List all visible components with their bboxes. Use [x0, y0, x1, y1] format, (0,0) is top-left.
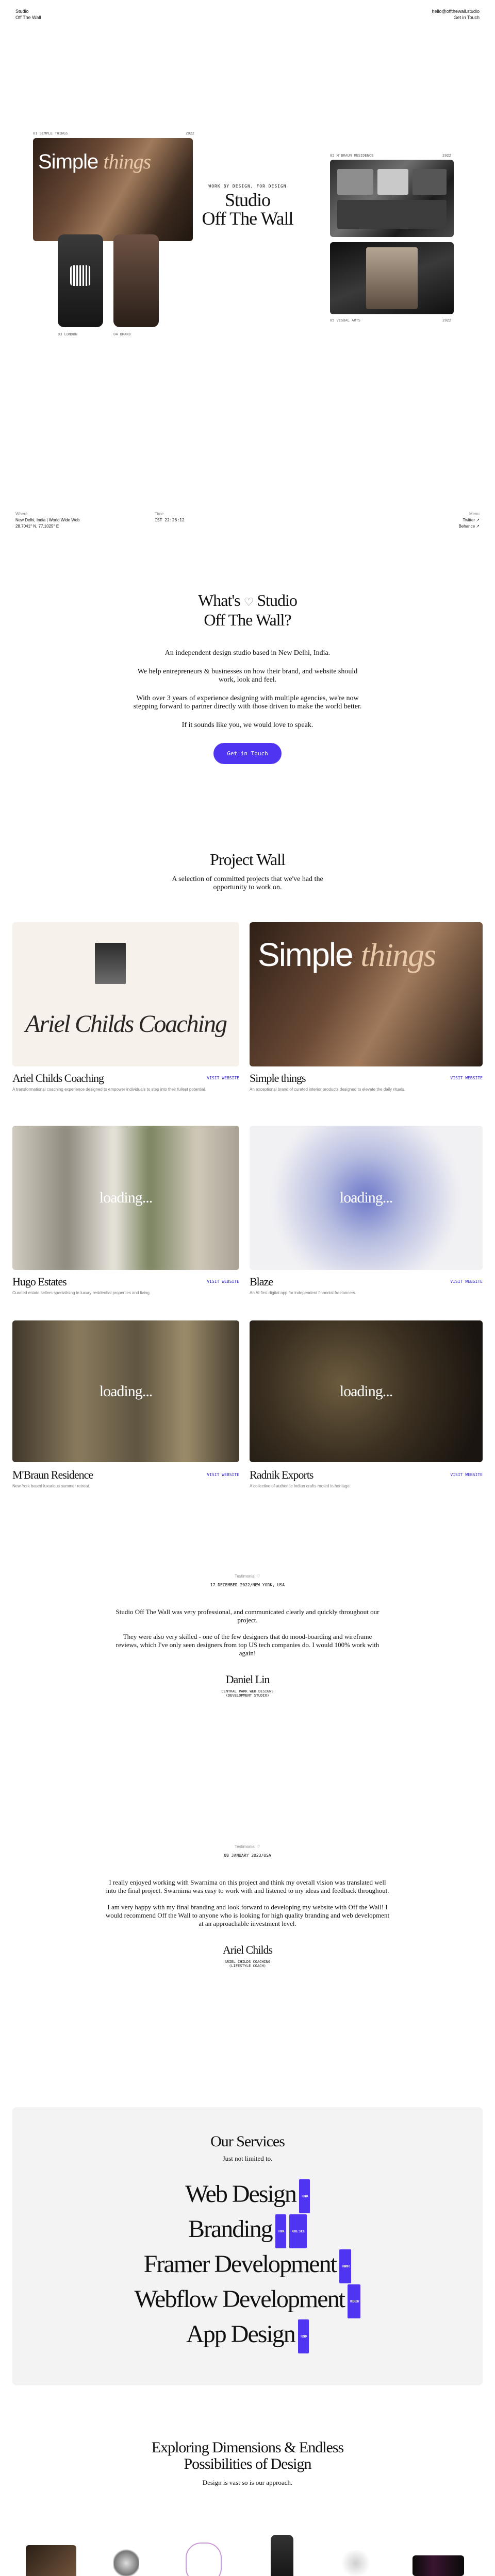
- header-email-link[interactable]: hello@offthewall.studio: [432, 9, 480, 14]
- project-visit-link[interactable]: VISIT WEBSITE: [207, 1472, 239, 1477]
- project-name: Blaze: [250, 1275, 273, 1288]
- infobar: [15, 511, 480, 532]
- project-visit-link[interactable]: VISIT WEBSITE: [207, 1279, 239, 1284]
- testimonial-p1: I really enjoyed working with Swarnima on this project and think my overall vision was translated well into the final project. Swarnima was easy to work with and listened to my ideas and feedback throughout.: [106, 1878, 389, 1894]
- testimonial-role1: CENTRAL PARK WEB DESIGNS: [221, 1689, 274, 1693]
- service-webflow: Webflow Development WEBFLOW: [12, 2283, 483, 2318]
- testimonial-role2: (DEVELOPMENT STUDIO): [225, 1693, 270, 1698]
- about-title-line2: Off The Wall?: [204, 611, 291, 629]
- project-visit-link[interactable]: VISIT WEBSITE: [450, 1279, 483, 1284]
- project-visit-link[interactable]: VISIT WEBSITE: [450, 1076, 483, 1080]
- qr-icon: [70, 265, 91, 286]
- project-meta-ariel: [12, 1072, 239, 1092]
- project-art-simple2: things: [360, 937, 435, 973]
- service-app-design: App Design FIGMA: [12, 2318, 483, 2353]
- testimonial-label: Testimonial: [235, 1844, 256, 1849]
- services-title: Our Services: [210, 2133, 285, 2150]
- explore-subtitle: Design is vast so is our approach.: [202, 2479, 293, 2486]
- project-name: Simple things: [250, 1072, 306, 1084]
- infobar-menu-label: Menu: [469, 512, 480, 516]
- hero-right-tag: 02 M'BRAUN RESIDENCE: [330, 154, 374, 158]
- infobar-time-value: IST 22:26:12: [155, 518, 185, 522]
- infobar-location-label: Where: [15, 512, 28, 516]
- hero-phone-right[interactable]: [113, 234, 159, 327]
- hero-phone-left[interactable]: [58, 234, 103, 327]
- testimonial-role1: ARIEL CHILDS COACHING: [224, 1960, 271, 1964]
- hero-left-num: 2022: [186, 131, 194, 135]
- projects-subtitle: A selection of committed projects that we've had the opportunity to work on.: [172, 875, 323, 891]
- project-meta-blaze: [250, 1275, 483, 1295]
- hero-right-num: 2022: [442, 154, 451, 158]
- project-name: Ariel Childs Coaching: [12, 1072, 104, 1084]
- hero-title-line2: Off The Wall: [202, 208, 293, 229]
- testimonial-1: [82, 1574, 412, 1698]
- about-p4: If it sounds like you, we would love to speak.: [182, 721, 314, 729]
- testimonial-2: [82, 1844, 412, 1968]
- about-title-line1b: Studio: [257, 591, 297, 609]
- infobar-behance-link[interactable]: Behance ↗: [458, 524, 480, 529]
- gallery-item[interactable]: [26, 2545, 76, 2576]
- brand-line2: Off The Wall: [15, 15, 41, 20]
- project-meta-simple: [250, 1072, 483, 1092]
- testimonial-p2: I am very happy with my final branding and look forward to developing my website with Off the Wall! I would recommend Off the Wall to anyone who is looking for high quality branding and web development at an approachable investment level.: [105, 1903, 390, 1927]
- services-section: [12, 2107, 483, 2385]
- project-card-ariel[interactable]: [12, 922, 239, 1066]
- project-name: M'Braun Residence: [12, 1468, 93, 1481]
- testimonial-name: Daniel Lin: [225, 1673, 270, 1686]
- hero-card-mbraun[interactable]: [330, 160, 454, 237]
- project-desc: New York based luxurious summer retreat.: [12, 1484, 90, 1488]
- hero-right-bottom-caption: 05 VISUAL ARTS: [330, 318, 361, 323]
- project-art-ariel: Ariel Childs Coaching: [25, 1010, 226, 1038]
- header-contact-link[interactable]: Get in Touch: [453, 15, 480, 20]
- hero-title: [196, 191, 299, 228]
- service-tag: FRAMER: [339, 2249, 351, 2283]
- about-p3: With over 3 years of experience designing with multiple agencies, we're now stepping forward to partner directly with those driven to make the world better.: [133, 694, 362, 710]
- arrow-up-right-icon: ↗: [476, 524, 480, 529]
- about-p1: An independent design studio based in New Delhi, India.: [164, 649, 331, 657]
- gallery-item[interactable]: [338, 2550, 374, 2576]
- infobar-location-value: New Delhi, India | World Wide Web: [15, 518, 80, 522]
- heart-icon: ♡: [243, 596, 254, 608]
- project-meta-mbraun: [12, 1468, 239, 1488]
- header-contact: [432, 8, 480, 21]
- about-title-line1: What's: [198, 591, 240, 609]
- hero-left-tag: 01 SIMPLE THINGS: [33, 131, 68, 135]
- hero-card-simple-things[interactable]: [33, 138, 193, 241]
- hero-title-line1: Studio: [224, 190, 271, 210]
- hero-phone-left-caption: 03 LONDON: [58, 332, 77, 336]
- project-name: Hugo Estates: [12, 1275, 67, 1288]
- about-cta-button[interactable]: Get in Touch: [213, 743, 281, 764]
- testimonial-date: 17 DECEMBER 2022/NEW YORK, USA: [210, 1583, 285, 1587]
- infobar-coords: 28.7041° N, 77.1025° E: [15, 524, 59, 529]
- service-tag: ADOBE SUITE: [289, 2214, 307, 2248]
- service-web-design: Web Design FIGMA: [12, 2178, 483, 2213]
- project-card-blaze[interactable]: [250, 1126, 483, 1270]
- project-loading-text: loading...: [339, 1382, 393, 1400]
- gallery-item[interactable]: [271, 2535, 293, 2576]
- testimonial-name: Ariel Childs: [222, 1943, 273, 1956]
- project-visit-link[interactable]: VISIT WEBSITE: [207, 1076, 239, 1080]
- service-tag: FIGMA: [299, 2179, 310, 2213]
- gallery-item[interactable]: [113, 2548, 139, 2576]
- infobar-twitter-link[interactable]: Twitter ↗: [463, 518, 480, 522]
- about-title: [119, 591, 376, 629]
- project-card-hugo[interactable]: [12, 1126, 239, 1270]
- testimonial-role2: (LIFESTYLE COACH): [229, 1964, 266, 1968]
- service-tag: WEBFLOW: [348, 2284, 361, 2318]
- project-card-radnik[interactable]: [250, 1320, 483, 1462]
- hero-card-word1: Simple: [38, 150, 98, 173]
- explore-title-line1: Exploring Dimensions & Endless: [151, 2439, 344, 2456]
- projects-title: Project Wall: [210, 850, 285, 869]
- about-section: [119, 591, 376, 764]
- gallery-item[interactable]: [412, 2555, 464, 2576]
- hero-mid-label: WORK BY DESIGN, FOR DESIGN: [208, 184, 287, 189]
- service-branding: Branding FIGMA ADOBE SUITE: [12, 2213, 483, 2248]
- testimonial-p2: They were also very skilled - one of the few designers that do mood-boarding and wireframe reviews, which I've only seen designers from top US tech companies do. I would 100% work with again!: [116, 1633, 380, 1657]
- heart-icon: ♡: [256, 1844, 260, 1849]
- services-subtitle: Just not limited to.: [222, 2155, 273, 2162]
- arrow-up-right-icon: ↗: [476, 518, 480, 522]
- hero-card-word2: things: [103, 150, 151, 173]
- project-desc: An exceptional brand of curated interior products designed to elevate the daily rituals.: [250, 1087, 405, 1092]
- heart-icon: ♡: [256, 1574, 260, 1579]
- project-card-mbraun[interactable]: [12, 1320, 239, 1462]
- service-framer: Framer Development FRAMER: [12, 2248, 483, 2283]
- project-desc: An AI-first digital app for independent financial freelancers.: [250, 1291, 356, 1295]
- project-desc: Curated estate sellers specialising in luxury residential properties and living.: [12, 1291, 151, 1295]
- project-card-simple[interactable]: [250, 922, 483, 1066]
- brand-line1: Studio: [15, 9, 29, 14]
- project-desc: A collective of authentic Indian crafts rooted in heritage.: [250, 1484, 351, 1488]
- projects-header: [119, 850, 376, 892]
- project-loading-text: loading...: [99, 1382, 153, 1400]
- project-art-simple1: Simple: [258, 936, 353, 973]
- hero-card-visual-arts[interactable]: [330, 242, 454, 314]
- testimonial-p1: Studio Off The Wall was very professional, and communicated clearly and quickly throughout our project.: [116, 1608, 380, 1624]
- testimonial-label: Testimonial: [235, 1574, 256, 1579]
- project-visit-link[interactable]: VISIT WEBSITE: [450, 1472, 483, 1477]
- project-meta-hugo: [12, 1275, 239, 1295]
- service-tag: FIGMA: [298, 2319, 309, 2353]
- about-p2: We help entrepreneurs & businesses on how their brand, and website should work, look and feel.: [137, 668, 358, 684]
- testimonial-date: 08 JANUARY 2023/USA: [224, 1853, 271, 1858]
- top-header: [15, 8, 41, 21]
- project-loading-text: loading...: [99, 1189, 153, 1206]
- explore-header: [93, 2439, 402, 2487]
- project-loading-text: loading...: [339, 1189, 393, 1206]
- hero-phone-right-caption: 04 BRAND: [113, 332, 131, 336]
- project-name: Radnik Exports: [250, 1468, 314, 1481]
- infobar-time-label: Time: [155, 512, 164, 516]
- gallery-item[interactable]: [186, 2543, 222, 2576]
- project-meta-radnik: [250, 1468, 483, 1488]
- project-desc: A transformational coaching experience designed to empower individuals to step into their fullest potential.: [12, 1087, 206, 1092]
- explore-title-line2: Possibilities of Design: [184, 2455, 311, 2472]
- service-tag: FIGMA: [275, 2214, 286, 2248]
- hero-right-bottom-num: 2022: [442, 318, 451, 323]
